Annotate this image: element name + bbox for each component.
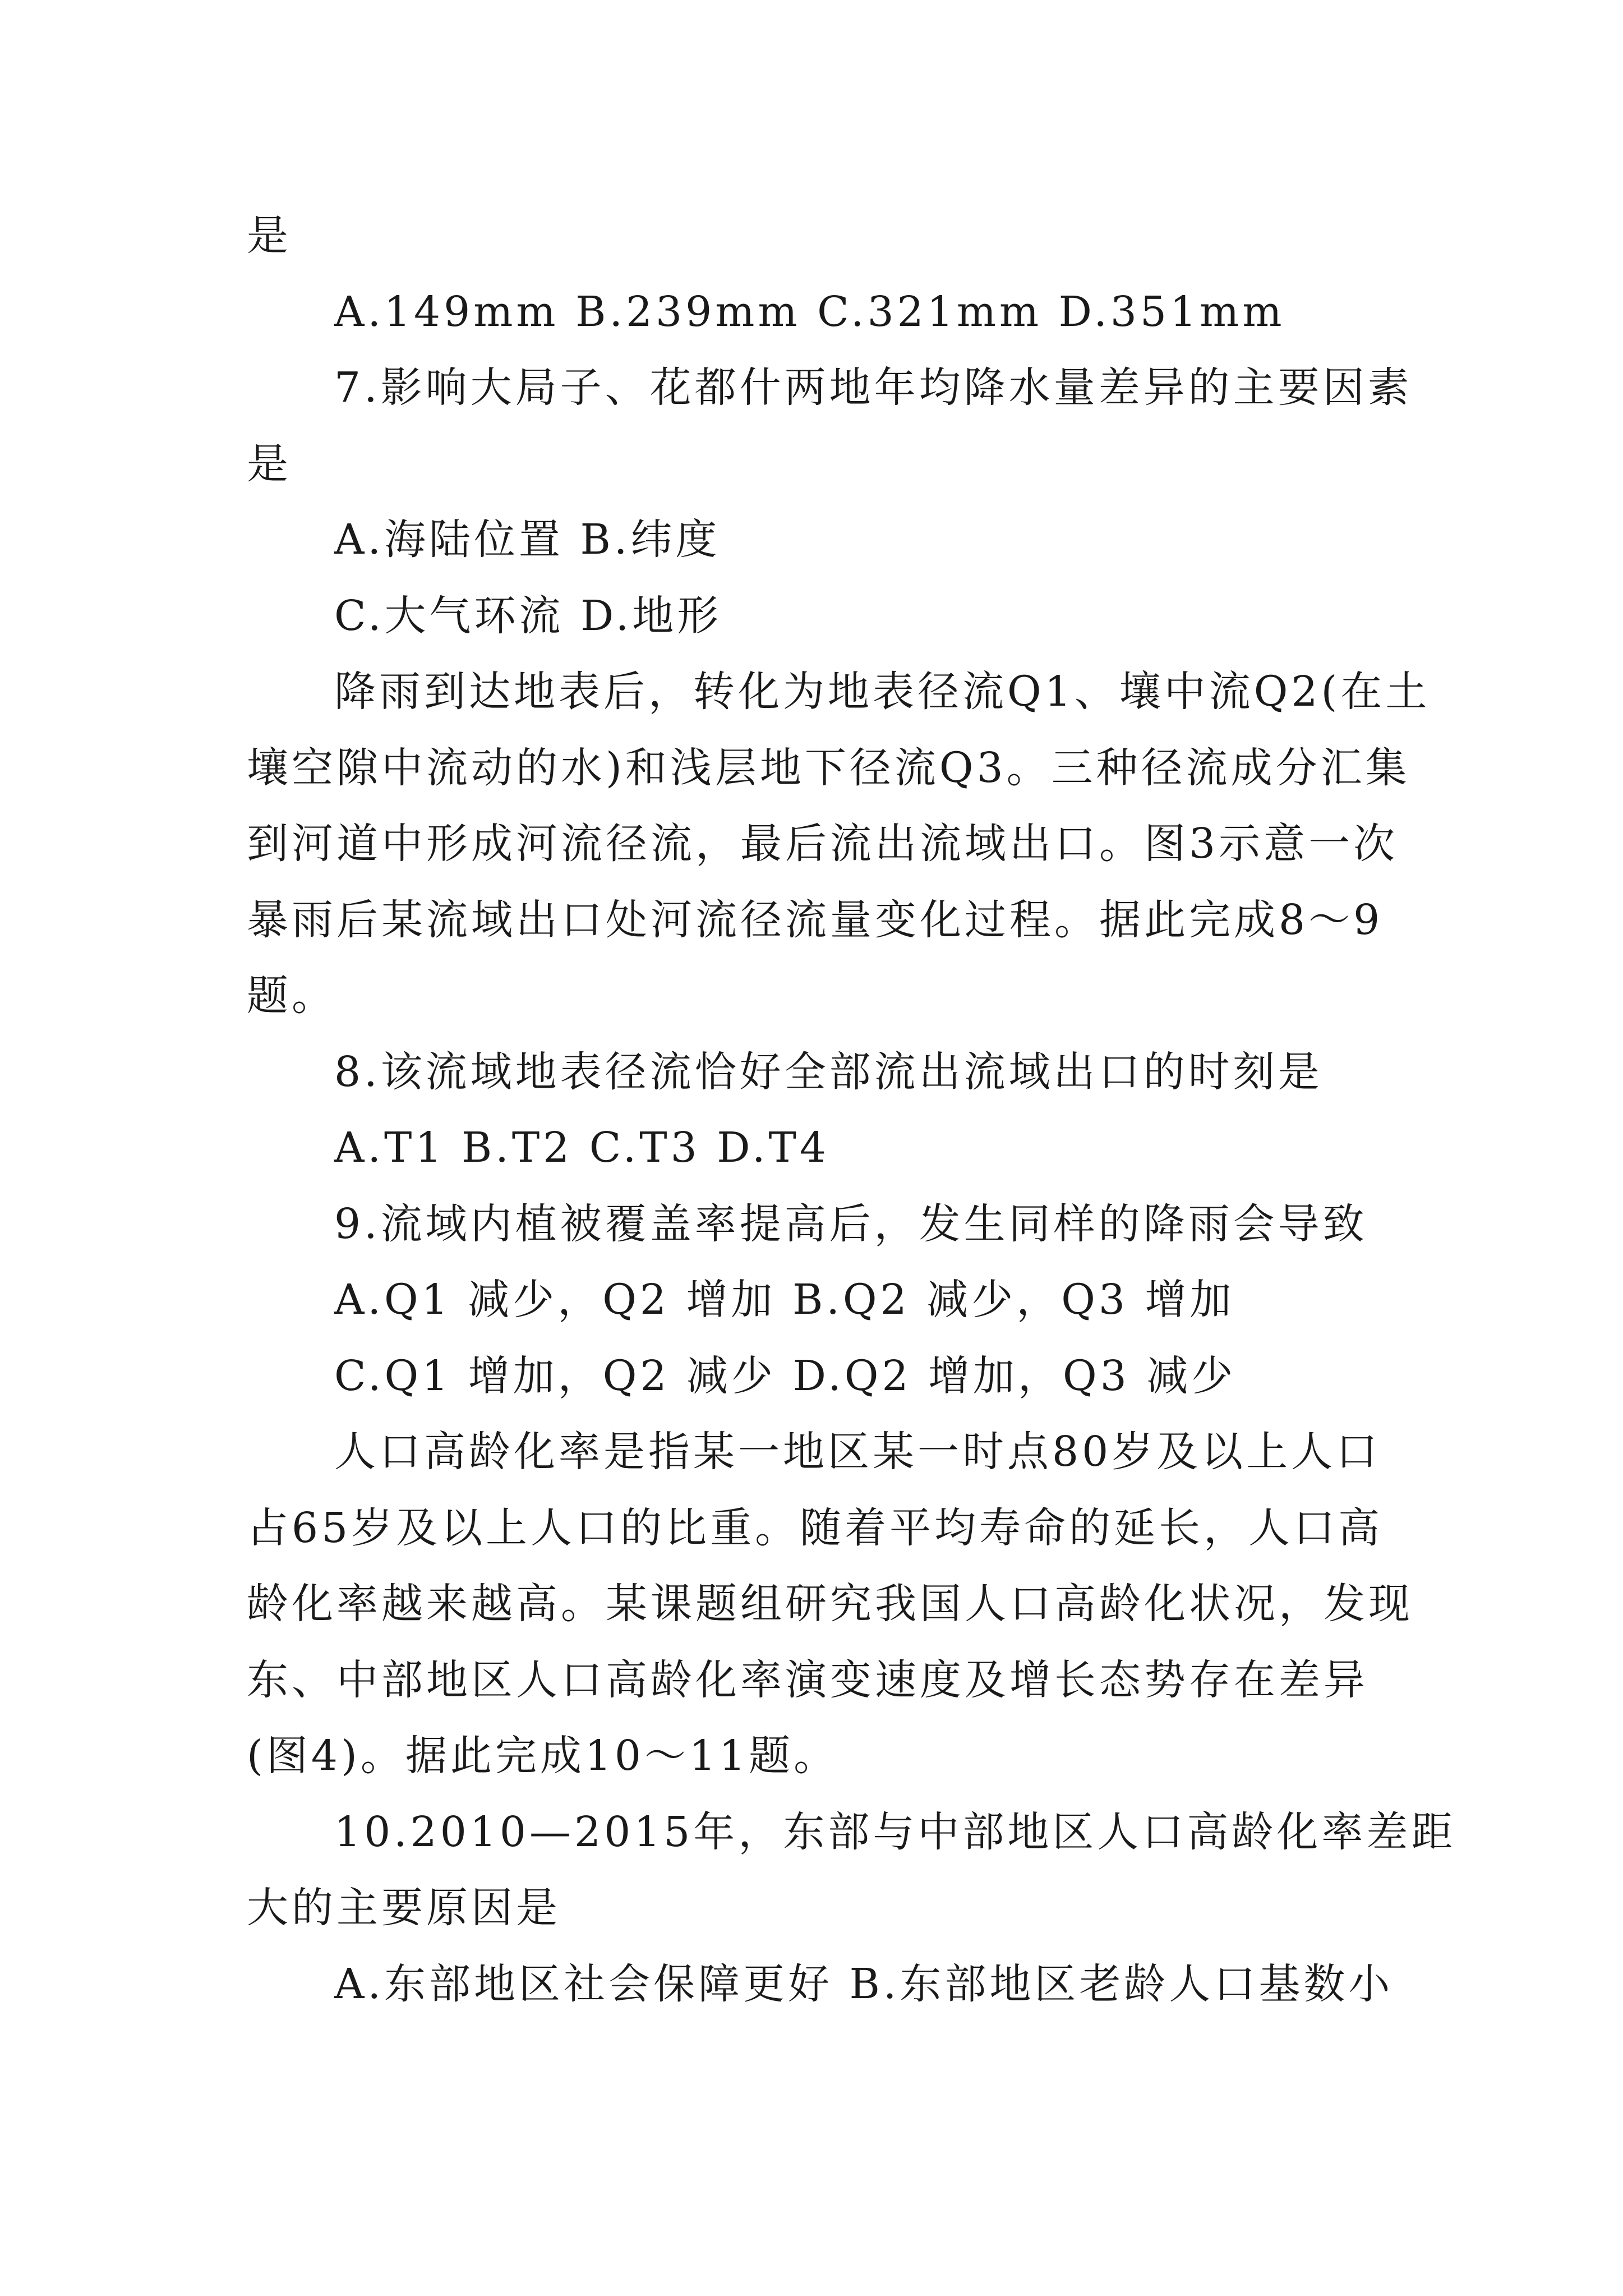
passage-line: 到河道中形成河流径流，最后流出流域出口。图3示意一次 <box>247 820 1399 868</box>
passage-line: 降雨到达地表后，转化为地表径流Q1、壤中流Q2(在土 <box>334 668 1431 716</box>
question-7: 7.影响大局子、花都什两地年均降水量差异的主要因素 <box>334 364 1413 412</box>
passage-line: (图4)。据此完成10～11题。 <box>247 1732 839 1780</box>
text-line: 是 <box>247 211 292 260</box>
passage-line: 壤空隙中流动的水)和浅层地下径流Q3。三种径流成分汇集 <box>247 744 1410 792</box>
answer-options-q10-ab: A.东部地区社会保障更好 B.东部地区老龄人口基数小 <box>334 1960 1394 2008</box>
passage-line: 题。 <box>247 972 336 1020</box>
answer-options-q9-ab: A.Q1 减少，Q2 增加 B.Q2 减少，Q3 增加 <box>334 1276 1235 1324</box>
text-line: 大的主要原因是 <box>247 1884 561 1932</box>
question-10: 10.2010—2015年，东部与中部地区人口高龄化率差距 <box>334 1808 1456 1856</box>
passage-line: 东、中部地区人口高龄化率演变速度及增长态势存在差异 <box>247 1656 1368 1704</box>
passage-line: 暴雨后某流域出口处河流径流量变化过程。据此完成8～9 <box>247 896 1384 944</box>
answer-options-q9-cd: C.Q1 增加，Q2 减少 D.Q2 增加，Q3 减少 <box>334 1352 1237 1400</box>
text-line: 是 <box>247 440 292 488</box>
question-8: 8.该流域地表径流恰好全部流出流域出口的时刻是 <box>334 1048 1323 1096</box>
answer-options-q6: A.149mm B.239mm C.321mm D.351mm <box>334 288 1285 336</box>
passage-line: 占65岁及以上人口的比重。随着平均寿命的延长，人口高 <box>247 1504 1384 1552</box>
passage-line: 人口高龄化率是指某一地区某一时点80岁及以上人口 <box>334 1428 1381 1476</box>
answer-options-q7-ab: A.海陆位置 B.纬度 <box>334 516 721 564</box>
question-9: 9.流域内植被覆盖率提高后，发生同样的降雨会导致 <box>334 1200 1368 1248</box>
answer-options-q7-cd: C.大气环流 D.地形 <box>334 592 722 640</box>
answer-options-q8: A.T1 B.T2 C.T3 D.T4 <box>334 1124 829 1172</box>
passage-line: 龄化率越来越高。某课题组研究我国人口高龄化状况，发现 <box>247 1580 1413 1628</box>
